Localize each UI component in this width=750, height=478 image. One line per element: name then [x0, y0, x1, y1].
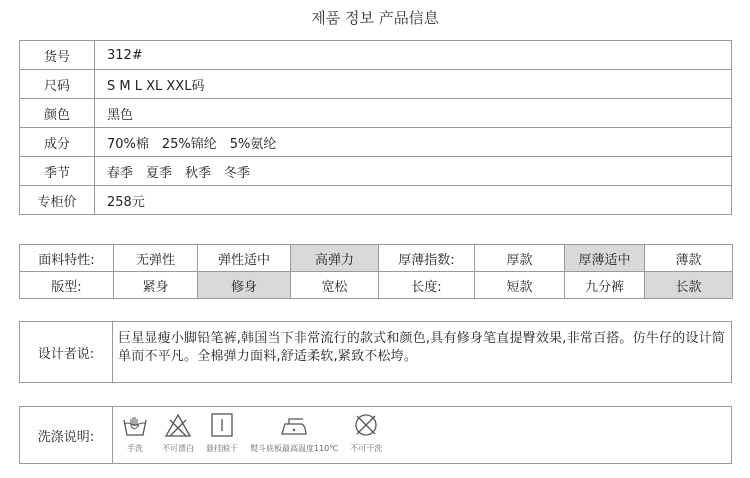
table-row — [20, 272, 733, 299]
table-row — [20, 41, 732, 70]
info-value: 黑色 — [95, 99, 732, 128]
thickness-option-selected: 厚薄适中 — [565, 245, 645, 272]
length-option-selected: 长款 — [645, 272, 733, 299]
info-key: 专柜价 — [20, 186, 95, 215]
wash-item-label: 不可漂白 — [162, 444, 194, 453]
fit-option: 紧身 — [114, 272, 198, 299]
designer-text: 巨星显瘦小脚铅笔裤,韩国当下非常流行的款式和颜色,具有修身笔直提臀效果,非常百搭。仿牛仔的设计简单而不平凡。全棉弹力面料,舒适柔软,紧致不松垮。 — [118, 331, 725, 364]
wash-item — [120, 411, 150, 461]
wash-item — [350, 411, 382, 461]
table-row — [20, 186, 732, 215]
info-value: 312# — [95, 41, 732, 70]
info-key: 货号 — [20, 41, 95, 70]
wash-icons — [120, 411, 394, 461]
info-key: 尺码 — [20, 70, 95, 99]
table-row — [20, 99, 732, 128]
info-value: S M L XL XXL码 — [95, 70, 732, 99]
hand-wash-icon — [120, 411, 150, 441]
iron-icon — [279, 411, 309, 441]
wash-item-label: 不可干洗 — [350, 444, 383, 453]
wash-instructions-box — [19, 406, 732, 464]
info-value: 春季 夏季 秋季 冬季 — [95, 157, 732, 186]
thickness-option: 薄款 — [645, 245, 733, 272]
info-key: 季节 — [20, 157, 95, 186]
table-row — [20, 70, 732, 99]
fabric-option: 弹性适中 — [198, 245, 291, 272]
length-option: 九分裤 — [565, 272, 645, 299]
wash-label: 洗涤说明: — [20, 407, 113, 463]
length-option: 短款 — [475, 272, 565, 299]
wash-item-label: 手洗 — [127, 444, 143, 453]
fabric-option-selected: 高弹力 — [291, 245, 379, 272]
info-value: 258元 — [95, 186, 732, 215]
fabric-label: 面料特性: — [20, 245, 114, 272]
info-value: 70%棉 25%锦纶 5%氨纶 — [95, 128, 732, 157]
no-bleach-icon — [163, 411, 193, 441]
info-key: 成分 — [20, 128, 95, 157]
table-row — [20, 245, 733, 272]
designer-note-box — [19, 321, 732, 383]
table-row — [20, 128, 732, 157]
no-dry-clean-icon — [351, 411, 381, 441]
info-key: 颜色 — [20, 99, 95, 128]
fabric-option: 无弹性 — [114, 245, 198, 272]
product-info-table — [19, 40, 732, 215]
wash-item — [250, 411, 338, 461]
thickness-label: 厚薄指数: — [379, 245, 475, 272]
hang-dry-icon — [207, 411, 237, 441]
wash-item-label: 悬挂晾干 — [206, 444, 238, 453]
feature-table — [19, 244, 733, 299]
fit-option: 宽松 — [291, 272, 379, 299]
wash-item-label: 熨斗底板最高温度110℃ — [250, 444, 339, 453]
length-label: 长度: — [379, 272, 475, 299]
fit-label: 版型: — [20, 272, 114, 299]
fit-option-selected: 修身 — [198, 272, 291, 299]
wash-item — [206, 411, 238, 461]
thickness-option: 厚款 — [475, 245, 565, 272]
page-title: 제품 정보 产品信息 — [311, 9, 439, 27]
wash-item — [162, 411, 194, 461]
table-row — [20, 157, 732, 186]
designer-label: 设计者说: — [20, 322, 113, 382]
